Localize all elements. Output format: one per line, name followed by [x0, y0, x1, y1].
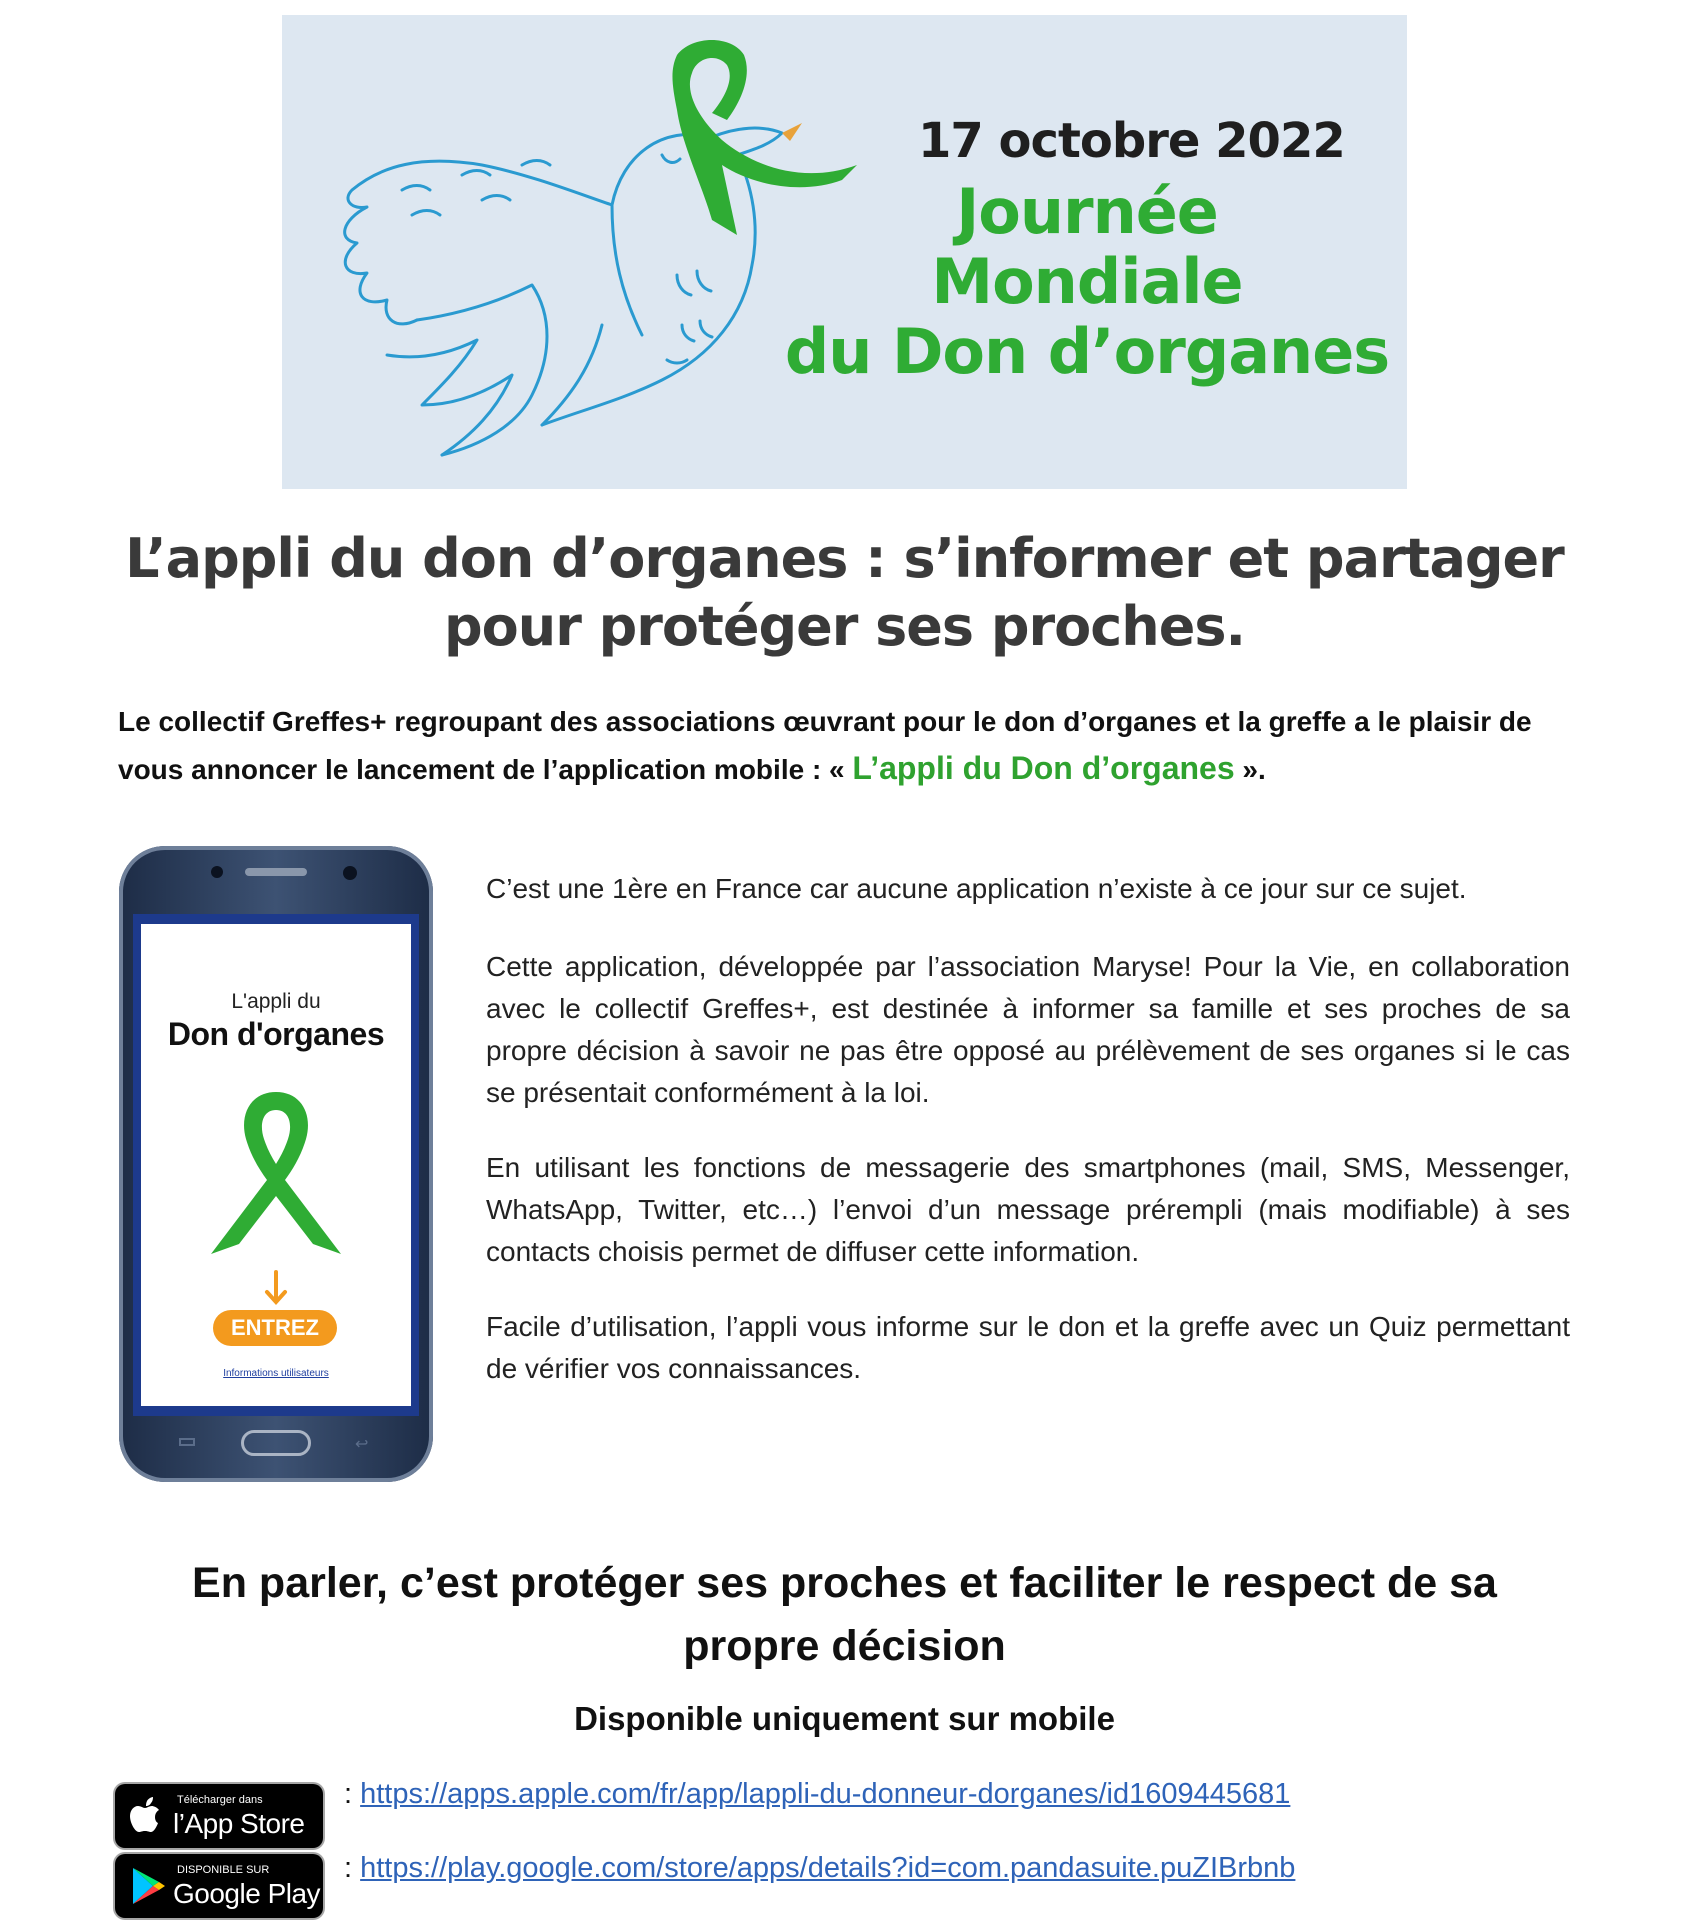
app-store-link[interactable]: https://apps.apple.com/fr/app/lappli-du-donneur-dorganes/id1609445681 [360, 1778, 1291, 1810]
apple-icon [129, 1796, 167, 1836]
badge-caption: Télécharger dans [177, 1794, 263, 1806]
link-prefix: : [344, 1778, 361, 1810]
intro-text-end: ». [1234, 754, 1266, 785]
section-heading-line: propre décision [683, 1622, 1006, 1670]
body-paragraph: C’est une 1ère en France car aucune application n’existe à ce jour sur ce sujet. [486, 873, 1467, 904]
google-play-badge[interactable] [115, 1854, 323, 1918]
phone-screen [133, 914, 419, 1416]
app-store-badge[interactable] [115, 1784, 323, 1848]
recent-apps-icon [179, 1438, 195, 1446]
section-heading-line: En parler, c’est protéger ses proches et faciliter le respect de sa [192, 1559, 1497, 1607]
page-title-line: L’appli du don d’organes : s’informer et partager [125, 527, 1564, 590]
app-title: Don d'organes [167, 1016, 385, 1052]
event-date: 17 octobre 2022 [918, 113, 1345, 169]
phone-camera [343, 866, 357, 880]
app-splash-screen [141, 924, 411, 1406]
badge-caption: DISPONIBLE SUR [177, 1864, 270, 1876]
enter-button[interactable]: ENTREZ [213, 1310, 337, 1346]
availability-note: Disponible uniquement sur mobile [574, 1700, 1115, 1737]
page-title-line: pour protéger ses proches. [444, 595, 1245, 658]
section-heading [100, 1552, 1589, 1678]
event-name-line: Journée [956, 175, 1218, 248]
body-paragraph: Cette application, développée par l’association Maryse! Pour la Vie, en collaboration avec le collectif Greffes+, est destinée à informer sa famille et ses proches de sa propre décision à savoir ne pas être opposé au prélèvement de ses organes si le cas se présentait conformément à la loi. [486, 951, 1570, 1108]
user-info-link[interactable]: Informations utilisateurs [223, 1368, 329, 1379]
badge-store-name: Google Play [173, 1878, 321, 1909]
app-store-link-row [344, 1778, 1290, 1811]
body-paragraph: En utilisant les fonctions de messagerie des smartphones (mail, SMS, Messenger, WhatsApp, Twitter, etc…) l’envoi d’un message prérempli (mais modifiable) à ses contacts choisis permet de diffuser cette information. [486, 1152, 1570, 1267]
event-name-line: du Don d’organes [784, 315, 1390, 388]
link-prefix: : [344, 1852, 361, 1884]
event-name-line: Mondiale [931, 245, 1243, 318]
phone-sensor [211, 866, 223, 878]
google-play-link-row [344, 1852, 1295, 1885]
event-name [782, 177, 1392, 387]
page-title [100, 525, 1589, 661]
badge-store-name: l’App Store [173, 1808, 305, 1839]
event-banner [282, 15, 1407, 489]
app-subtitle: L'appli du [231, 990, 321, 1013]
intro-paragraph [118, 698, 1570, 793]
green-ribbon-icon [201, 1084, 351, 1264]
down-arrow-icon [261, 1270, 291, 1306]
phone-mockup [119, 846, 433, 1482]
body-paragraph: Facile d’utilisation, l’appli vous informe sur le don et la greffe avec un Quiz permettant de vérifier vos connaissances. [486, 1311, 1570, 1384]
phone-speaker [245, 868, 307, 876]
app-name-highlight: L’appli du Don d’organes [852, 750, 1235, 786]
back-icon: ↩ [355, 1436, 369, 1453]
intro-text: Le collectif Greffes+ regroupant des associations œuvrant pour le don d’organes et la greffe a le plaisir de vous annoncer le lancement de l’application mobile : « [118, 706, 1532, 785]
google-play-icon [129, 1866, 167, 1906]
google-play-link[interactable]: https://play.google.com/store/apps/details?id=com.pandasuite.puZIBrbnb [360, 1852, 1296, 1884]
home-button [241, 1430, 311, 1456]
